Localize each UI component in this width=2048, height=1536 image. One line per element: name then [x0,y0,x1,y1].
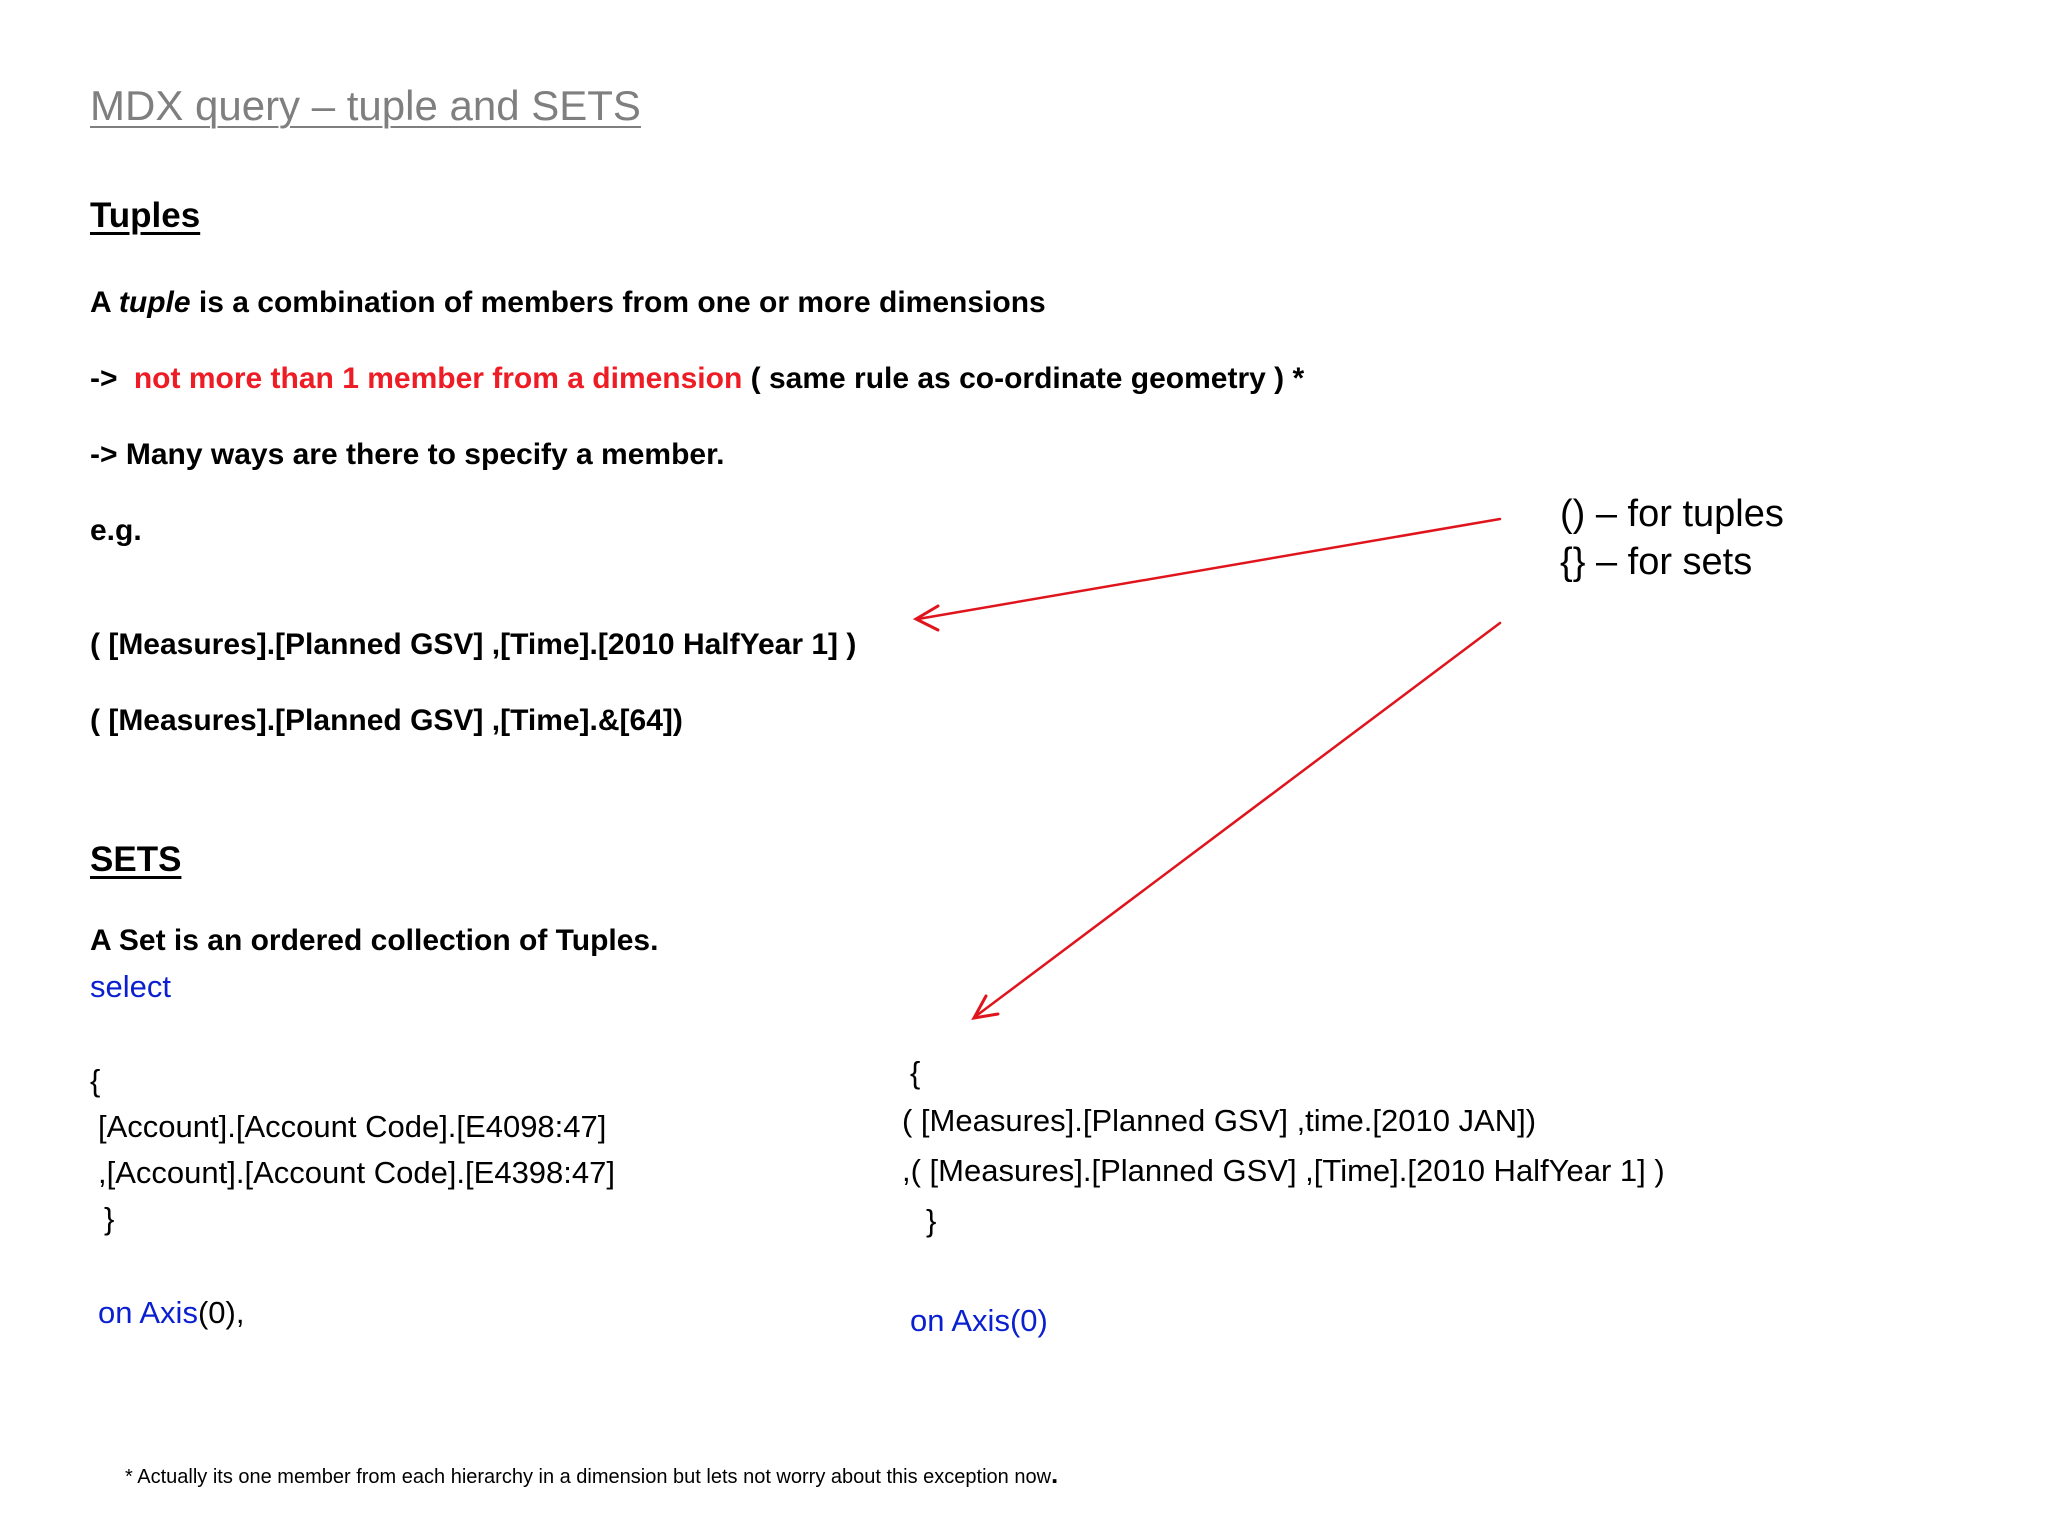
tuple-definition [90,286,1046,320]
eg-label: e.g. [90,514,142,547]
tuple-definition-emph: tuple [118,286,191,319]
footnote [125,1459,1058,1490]
tuple-example-1: ( [Measures].[Planned GSV] ,[Time].[2010 HalfYear 1] ) [90,628,857,661]
left-axis-args: (0), [197,1295,245,1330]
footnote-text: * Actually its one member from each hierarchy in a dimension but lets not worry about this exception now [125,1466,1052,1488]
right-close-brace: } [926,1203,937,1238]
tuples-heading: Tuples [90,196,201,235]
left-close-brace: } [104,1201,115,1236]
right-open-brace: { [910,1055,921,1090]
left-code-line-1: [Account].[Account Code].[E4098:47] [98,1109,607,1144]
select-keyword: select [90,969,171,1004]
legend-sets: {} – for sets [1560,541,1753,583]
rule-1-rest: ( same rule as co-ordinate geometry ) * [742,362,1305,395]
left-axis-keyword: on Axis [98,1295,198,1330]
left-code-line-2: ,[Account].[Account Code].[E4398:47] [98,1155,615,1190]
tuple-definition-prefix: A [90,286,119,319]
sets-heading: SETS [90,840,182,879]
set-definition: A Set is an ordered collection of Tuples. [90,924,659,957]
page-title: MDX query – tuple and SETS [90,82,641,129]
tuple-rule-2: -> Many ways are there to specify a member. [90,438,725,471]
arrow-to-tuple-example-head [916,606,938,630]
legend-tuples: () – for tuples [1560,493,1784,535]
rule-1-arrow: -> [90,362,118,395]
arrow-to-set-example-head [974,996,998,1018]
tuple-example-2: ( [Measures].[Planned GSV] ,[Time].&[64]) [90,704,683,737]
arrow-to-set-example [976,623,1500,1016]
left-open-brace: { [90,1063,101,1098]
footnote-period: . [1051,1459,1059,1489]
right-axis-line: on Axis(0) [910,1303,1048,1338]
right-code-line-1: ( [Measures].[Planned GSV] ,time.[2010 JAN]) [902,1103,1537,1138]
right-code-line-2: ,( [Measures].[Planned GSV] ,[Time].[2010 HalfYear 1] ) [902,1153,1665,1188]
tuple-rule-1 [90,362,1304,396]
left-axis-line [98,1290,244,1336]
arrow-to-tuple-example [918,519,1500,619]
tuple-definition-suffix: is a combination of members from one or more dimensions [190,286,1046,319]
rule-1-highlight: not more than 1 member from a dimension [133,362,743,395]
